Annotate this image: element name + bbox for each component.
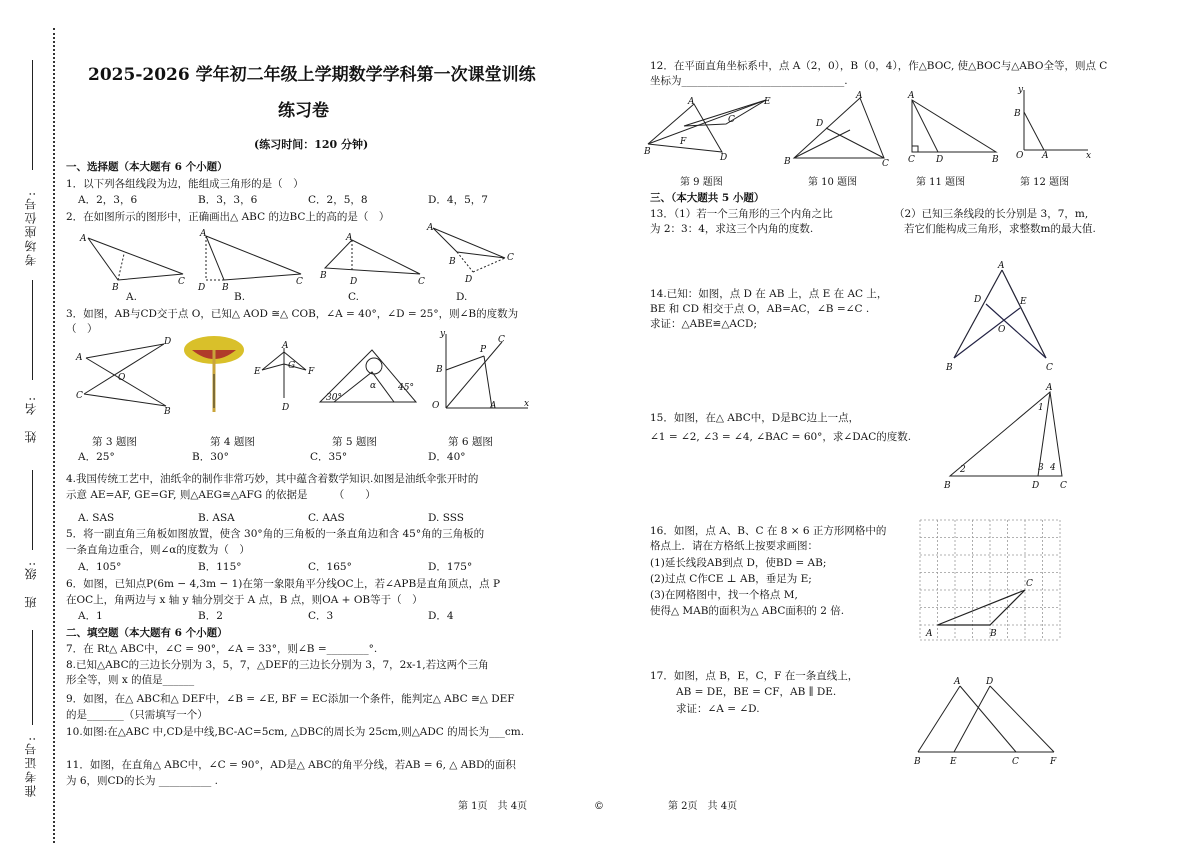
q7-text: 7．在 Rt△ ABC中，∠C = 90°，∠A = 33°，则∠B =________°. [66,643,378,655]
q6-option-a: A．1 [78,610,103,622]
class-line [32,470,33,550]
q2-figure-c [320,232,430,287]
svg-text:D: D [986,677,994,687]
q4-option-c: C. AAS [308,512,345,524]
q11-text-cont: 为 6，则CD的长为 __________ . [66,775,218,787]
svg-text:O: O [118,373,126,383]
q16-step1: (1)延长线段AB到点 D，使BD = AB; [650,557,827,569]
q14-prove: 求证：△ABE≌△ACD; [650,318,757,330]
svg-text:A: A [80,234,87,244]
svg-text:C: C [882,159,889,169]
q14-text-cont: BE 和 CD 相交于点 O，AB=AC，∠B =∠C . [650,303,870,315]
svg-text:D: D [350,277,358,287]
q11-figure [906,91,1006,165]
svg-text:C: C [507,253,514,263]
svg-text:D: D [465,275,473,285]
svg-text:P: P [480,345,487,355]
svg-text:G: G [288,361,296,371]
svg-text:B: B [914,757,921,767]
svg-text:B: B [449,257,456,267]
q6-option-b: B．2 [198,610,223,622]
svg-text:C: C [296,277,303,287]
q17-figure [910,672,1060,768]
q1-text: 1．以下列各组线段为边，能组成三角形的是（ ） [66,178,304,190]
svg-text:C: C [1026,579,1033,589]
q3-option-b: B．30° [192,451,229,463]
q5-option-b: B．115° [198,561,242,573]
footer-page2: 第 2页 共 4页 [668,801,738,812]
section3-heading: 三、（本大题共 5 小题） [650,192,765,204]
svg-text:B: B [784,157,791,167]
name-label: 姓 名: [24,395,38,444]
seat-label: 考场座位号: [24,190,38,267]
q2-figure-a [78,232,188,293]
q5-option-a: A．105° [78,561,122,573]
svg-text:B: B [990,629,997,639]
q16-grid-figure [920,520,1062,642]
q14-text: 14.已知：如图，点 D 在 AB 上，点 E 在 AC 上， [650,288,888,300]
svg-text:D: D [198,283,206,293]
svg-text:F: F [1050,757,1057,767]
svg-text:A: A [200,229,207,239]
svg-text:45°: 45° [398,383,414,393]
q16-text: 16．如图，点 A、B、C 在 8 × 6 正方形网格中的 [650,525,887,537]
svg-text:x: x [1086,151,1092,161]
fig11-caption: 第 11 题图 [916,177,966,188]
svg-text:E: E [1020,297,1027,307]
svg-text:B: B [320,271,327,281]
q6-coordinate-figure [430,330,530,415]
fig4-caption: 第 4 题图 [210,436,255,448]
q6-text: 6．如图，已知点P(6m − 4,3m − 1)在第一象限角平分线OC上，若∠APB是直角顶点，点 P [66,578,501,590]
q5-text-cont: 一条直角边重合，则∠α的度数为（ ） [66,544,250,556]
svg-text:O: O [998,325,1006,335]
q12-figure [1014,86,1094,162]
q17-text-cont: AB = DE，BE = CF，AB ∥ DE. [676,686,837,698]
svg-text:D: D [1032,481,1040,491]
svg-text:C: C [728,115,735,125]
svg-text:B: B [112,283,119,293]
svg-text:B: B [944,481,951,491]
svg-text:E: E [254,367,261,377]
q16-text-cont: 格点上．请在方格纸上按要求画图： [650,540,818,552]
svg-text:A: A [76,353,83,363]
q10-figure [784,91,894,169]
q6-text-cont: 在OC上，角两边与 x 轴 y 轴分别交于 A 点，B 点，则OA + OB等于（ ） [66,594,423,606]
svg-text:D: D [282,403,290,413]
exam-time: (练习时间：120 分钟) [254,138,369,151]
q3-text: 3．如图，AB与CD交于点 O，已知△ AOD ≅△ COB，∠A = 40°，∠D = 25°，则∠B的度数为 [66,308,519,320]
svg-text:A: A [346,233,353,243]
svg-text:B: B [946,363,953,373]
q13-part1: 13．（1）若一个三角形的三个内角之比 [650,208,833,220]
fig5-caption: 第 5 题图 [332,436,377,448]
q3-figure [76,337,176,417]
svg-text:α: α [370,381,377,391]
q2-figure-b [196,229,306,293]
q1-option-d: D．4，5，7 [428,194,488,206]
svg-text:B: B [992,155,999,165]
svg-text:B: B [436,365,443,375]
q4-diagram-figure [252,342,314,412]
svg-text:O: O [1016,151,1024,161]
svg-text:C: C [908,155,915,165]
q5-text: 5．将一副直角三角板如图放置，使含 30°角的三角板的一条直角边和含 45°角的三角板的 [66,528,485,540]
q4-umbrella-figure [182,334,246,414]
q4-option-a: A. SAS [78,512,115,524]
svg-text:1: 1 [1038,403,1044,413]
svg-text:A: A [856,91,863,101]
svg-text:A: A [954,677,961,687]
q16-step3-cont: 使得△ MAB的面积为△ ABC面积的 2 倍. [650,605,845,617]
page-title: 2025-2026 学年初二年级上学期数学学科第一次课堂训练 [88,65,536,85]
q8-text-cont: 形全等，则 x 的值是______ [66,674,195,686]
fig3-caption: 第 3 题图 [92,436,137,448]
q5-option-d: D．175° [428,561,473,573]
name-line [32,280,33,380]
svg-text:3: 3 [1038,463,1044,473]
q17-text: 17．如图，点 B，E，C，F 在一条直线上， [650,670,859,682]
q15-text: 15．如图，在△ ABC中，D是BC边上一点， [650,412,860,424]
footer-symbol: © [594,801,604,812]
class-label: 班 级: [24,560,38,609]
dotted-cut-line [53,28,55,843]
svg-text:A: A [490,401,497,411]
q6-option-d: D．4 [428,610,454,622]
binding-margin [0,0,58,847]
q9-text-cont: 的是_______（只需填写一个） [66,709,208,721]
q9-text: 9．如图，在△ ABC和△ DEF中，∠B = ∠E, BF = EC添加一个条件，能判定△ ABC ≅△ DEF [66,693,515,705]
q9-figure [644,94,776,163]
q15-text-cont: ∠1 = ∠2, ∠3 = ∠4, ∠BAC = 60°，求∠DAC的度数. [650,431,912,443]
q2-text: 2．在如图所示的图形中，正确画出△ ABC 的边BC上的高的是（ ） [66,211,390,223]
svg-text:C: C [1012,757,1019,767]
q15-figure [940,380,1070,490]
q4-text: 4.我国传统工艺中，油纸伞的制作非常巧妙，其中蕴含着数学知识.如图是油纸伞张开时的 [66,473,479,485]
svg-text:F: F [308,367,315,377]
svg-text:2: 2 [960,465,966,475]
q6-option-c: C．3 [308,610,334,622]
svg-text:B: B [164,407,171,417]
svg-text:A: A [688,97,695,107]
q5-set-squares-figure [312,346,422,406]
svg-text:x: x [524,399,530,409]
svg-text:C: C [178,277,185,287]
svg-text:A: A [1042,151,1049,161]
q16-step2: (2)过点 C作CE ⊥ AB，垂足为 E; [650,573,812,585]
q5-option-c: C．165° [308,561,352,573]
svg-text:C: C [1046,363,1053,373]
svg-text:4: 4 [1050,463,1056,473]
svg-text:A: A [908,91,915,101]
q4-option-b: B. ASA [198,512,235,524]
svg-text:A: A [427,223,434,233]
q1-option-a: A．2，3，6 [78,194,138,206]
q13-part2-cont: 若它们能构成三角形，求整数m的最大值. [904,223,1096,235]
q17-prove: 求证：∠A = ∠D. [676,703,760,715]
svg-text:D: D [974,295,982,305]
q14-figure [940,260,1060,374]
fig6-caption: 第 6 题图 [448,436,493,448]
q3-text-cont: （ ） [66,323,98,335]
q2-option-a: A. [126,291,137,303]
q2-option-c: C. [348,291,359,303]
svg-text:C: C [498,335,505,345]
svg-text:C: C [76,391,83,401]
q3-option-c: C．35° [310,451,348,463]
svg-text:A: A [926,629,933,639]
section1-heading: 一、选择题（本大题有 6 个小题） [66,161,228,173]
seat-line [32,60,33,170]
ticket-line [32,630,33,725]
q3-option-d: D．40° [428,451,466,463]
svg-text:B: B [644,147,651,157]
q2-option-b: B. [234,291,246,303]
svg-text:y: y [1018,85,1024,95]
ticket-label: 准考证号: [24,735,38,798]
svg-text:A: A [998,261,1005,271]
svg-text:C: C [418,277,425,287]
svg-text:30°: 30° [326,393,342,403]
section2-heading: 二、填空题（本大题有 6 个小题） [66,627,228,639]
svg-text:D: D [936,155,944,165]
q10-text: 10.如图:在△ABC 中,CD是中线,BC-AC=5cm, △DBC的周长为 25cm,则△ADC 的周长为___cm. [66,726,525,738]
q1-option-c: C．2，5，8 [308,194,368,206]
q12-text: 12．在平面直角坐标系中，点 A（2，0），B（0，4），作△BOC, 使△BOC与△ABO全等，则点 C [650,60,1108,72]
q12-text-cont: 坐标为_______________________________. [650,75,848,87]
q13-part1-cont: 为 2：3：4，求这三个内角的度数. [650,223,814,235]
q4-option-d: D. SSS [428,512,464,524]
q3-option-a: A．25° [78,451,115,463]
q13-part2: （2）已知三条线段的长分别是 3，7，m, [894,208,1089,220]
q2-option-d: D. [456,291,468,303]
q4-text-cont: 示意 AE=AF, GE=GF, 则△AEG≅△AFG 的依据是 （ ） [66,489,376,501]
svg-text:C: C [1060,481,1067,491]
svg-text:A: A [1046,383,1053,393]
q1-option-b: B．3，3，6 [198,194,258,206]
q2-figure-d [425,222,525,285]
page-subtitle: 练习卷 [278,101,329,121]
fig9-caption: 第 9 题图 [680,177,723,188]
svg-text:D: D [816,119,824,129]
q11-text: 11．如图，在直角△ ABC中，∠C = 90°，AD是△ ABC的角平分线，若AB = 6, △ ABD的面积 [66,759,516,771]
svg-text:D: D [164,337,172,347]
fig12-caption: 第 12 题图 [1020,177,1070,188]
fig10-caption: 第 10 题图 [808,177,858,188]
svg-text:E: E [764,97,771,107]
svg-text:F: F [680,137,687,147]
svg-text:E: E [950,757,957,767]
svg-text:O: O [432,401,440,411]
svg-text:B: B [222,283,229,293]
svg-text:A: A [282,341,289,351]
svg-text:y: y [440,329,446,339]
svg-text:B: B [1014,109,1021,119]
footer-page1: 第 1页 共 4页 [458,801,528,812]
q16-step3: (3)在网格图中，找一个格点 M, [650,589,798,601]
q8-text: 8.已知△ABC的三边长分别为 3，5，7，△DEF的三边长分别为 3，7，2x-1,若这两个三角 [66,659,489,671]
svg-text:D: D [720,153,728,163]
